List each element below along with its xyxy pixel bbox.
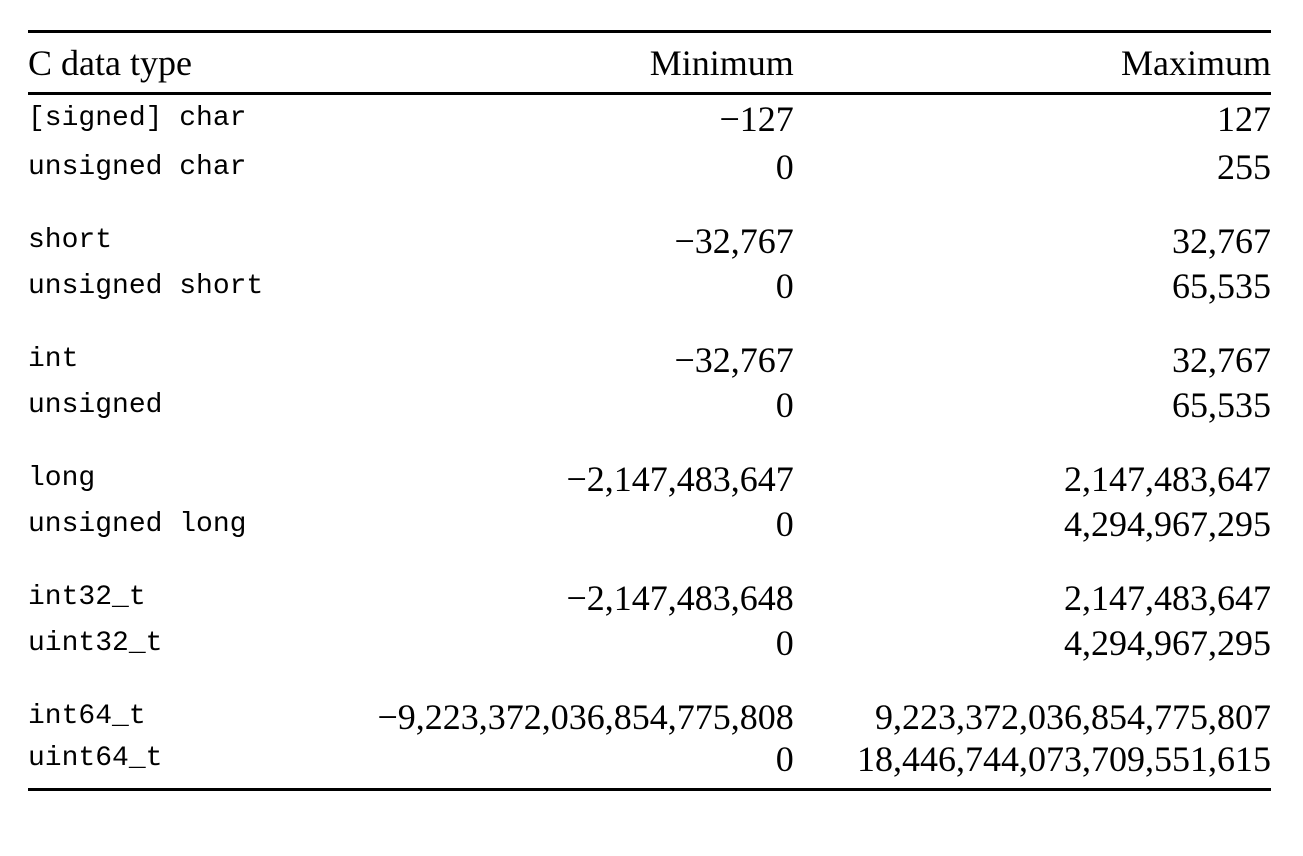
cell-type: unsigned char [28, 151, 247, 183]
cell-type: unsigned short [28, 270, 264, 302]
cell-maximum: 65,535 [1172, 385, 1271, 425]
group-char [28, 94, 1271, 192]
group-int [28, 311, 1271, 430]
cell-maximum: 4,294,967,295 [1064, 623, 1271, 663]
cell-maximum: 127 [1217, 98, 1271, 139]
cell-maximum: 32,767 [1172, 220, 1271, 261]
cell-minimum: 0 [775, 266, 794, 306]
table-row-uint32-t [28, 619, 1271, 668]
cell-minimum: 0 [775, 147, 794, 187]
table-row-long [28, 430, 1271, 500]
cell-maximum: 32,767 [1172, 339, 1271, 380]
column-header-minimum: Minimum [649, 42, 794, 83]
cell-maximum: 9,223,372,036,854,775,807 [875, 696, 1271, 737]
table-header [28, 32, 1271, 94]
cell-type: uint32_t [28, 627, 163, 659]
table-row-uint64-t [28, 738, 1271, 790]
group-int64 [28, 668, 1271, 790]
table-row-unsigned-char [28, 143, 1271, 192]
cell-maximum: 4,294,967,295 [1064, 504, 1271, 544]
cell-minimum: −2,147,483,647 [566, 458, 794, 499]
cell-type: short [28, 225, 113, 256]
cell-type: uint64_t [28, 743, 163, 774]
cell-minimum: −2,147,483,648 [566, 577, 794, 618]
cell-type: long [28, 463, 96, 494]
cell-maximum: 2,147,483,647 [1064, 577, 1271, 618]
cell-maximum: 18,446,744,073,709,551,615 [857, 738, 1271, 779]
cell-maximum: 255 [1217, 147, 1271, 187]
table-row-unsigned-short [28, 262, 1271, 311]
cell-type: [signed] char [28, 103, 247, 135]
table-row-int [28, 311, 1271, 381]
cell-minimum: −32,767 [674, 339, 794, 380]
table-row-signed-char [28, 94, 1271, 143]
cell-maximum: 2,147,483,647 [1064, 458, 1271, 499]
c-data-type-range-table [28, 30, 1271, 791]
table-row-int32-t [28, 549, 1271, 619]
cell-type: unsigned [28, 389, 163, 421]
cell-minimum: 0 [775, 738, 794, 779]
cell-type: unsigned long [28, 508, 247, 540]
table-row-short [28, 192, 1271, 262]
group-long [28, 430, 1271, 549]
cell-type: int [28, 344, 79, 375]
column-header-maximum: Maximum [1121, 42, 1271, 83]
cell-type: int64_t [28, 701, 146, 732]
cell-minimum: −127 [719, 98, 794, 139]
table-row-unsigned-long [28, 500, 1271, 549]
group-int32 [28, 549, 1271, 668]
cell-minimum: −32,767 [674, 220, 794, 261]
cell-minimum: 0 [775, 623, 794, 663]
cell-maximum: 65,535 [1172, 266, 1271, 306]
column-header-type: C data type [28, 42, 192, 83]
table-row-int64-t [28, 668, 1271, 738]
header-row [28, 32, 1271, 94]
cell-minimum: −9,223,372,036,854,775,808 [377, 696, 794, 737]
cell-minimum: 0 [775, 504, 794, 544]
table-row-unsigned [28, 381, 1271, 430]
group-short [28, 192, 1271, 311]
cell-type: int32_t [28, 582, 146, 613]
cell-minimum: 0 [775, 385, 794, 425]
